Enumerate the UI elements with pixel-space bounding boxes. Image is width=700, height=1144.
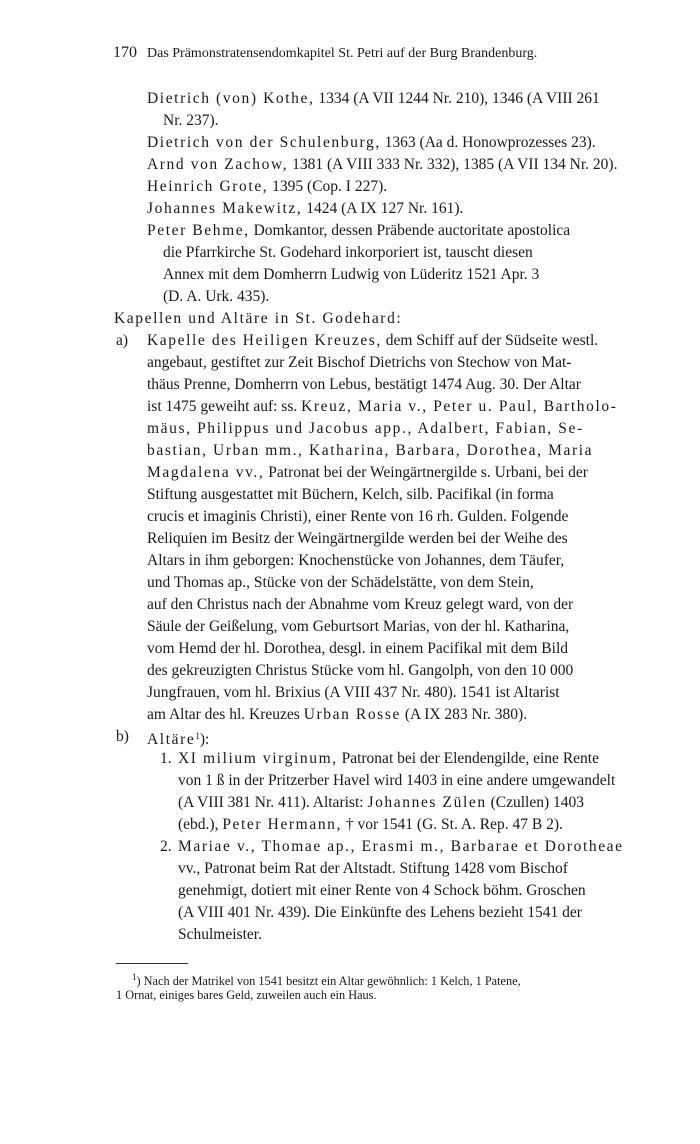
- text-line: [116, 330, 599, 351]
- text-line: [147, 638, 568, 659]
- text-line: [147, 682, 560, 703]
- spaced-name: XI milium virginum,: [178, 750, 338, 767]
- line-text: genehmigt, dotiert mit einer Rente von 4 Schock böhm. Groschen: [178, 882, 586, 899]
- line-text: und Thomas ap., Stücke von der Schädelstätte, von dem Stein,: [147, 574, 534, 591]
- text-line: [147, 594, 573, 615]
- line-text: angebaut, gestiftet zur Zeit Bischof Dietrichs von Stechow von Mat-: [147, 354, 572, 371]
- page-number: 170: [113, 44, 137, 61]
- running-title: Das Prämonstratensendomkapitel St. Petri auf der Burg Brandenburg.: [147, 46, 538, 61]
- text-line: [178, 814, 563, 835]
- line-text: 1424 (A IX 127 Nr. 161).: [302, 200, 464, 217]
- item-label: b): [116, 728, 129, 745]
- spaced-name: Dietrich (von) Kothe,: [147, 90, 315, 107]
- line-text: † vor 1541 (G. St. A. Rep. 47 B 2).: [342, 816, 563, 833]
- line-text: die Pfarrkirche St. Godehard inkorporiert ist, tauscht diesen: [163, 244, 533, 261]
- text-line: [147, 660, 573, 681]
- line-text: 1395 (Cop. I 227).: [268, 178, 388, 195]
- text-line: [116, 726, 210, 750]
- footnote-marker: 1: [132, 972, 137, 982]
- line-text: Schulmeister.: [178, 926, 262, 943]
- text-line: [178, 924, 262, 945]
- text-line: [147, 572, 534, 593]
- spaced-name: Urban Rosse: [303, 706, 401, 723]
- text-line: [147, 154, 617, 175]
- text-line: [147, 418, 584, 439]
- text-line: [147, 550, 564, 571]
- line-text: 1363 (Aa d. Honowprozesses 23).: [380, 134, 596, 151]
- text-line: [147, 352, 571, 373]
- spaced-name: Mariae v., Thomae ap., Erasmi m., Barbarae et Dorotheae: [178, 838, 624, 855]
- text-line: [147, 220, 570, 241]
- item-label: 2.: [160, 838, 172, 855]
- line-text: ist 1475 geweiht auf: ss.: [147, 398, 302, 415]
- spaced-name: Kreuz, Maria v., Peter u. Paul, Bartholo-: [301, 398, 618, 415]
- text-line: [178, 770, 615, 791]
- text-line: [147, 198, 463, 219]
- text-line: [178, 902, 582, 923]
- text-line: [160, 836, 624, 857]
- line-text: (Czullen) 1403: [486, 794, 584, 811]
- spaced-name: Kapelle des Heiligen Kreuzes,: [147, 332, 382, 349]
- text-line: [147, 440, 593, 461]
- line-text: Patronat bei der Elendengilde, eine Rente: [337, 750, 599, 767]
- line-text: des gekreuzigten Christus Stücke vom hl. Gangolph, von den 10 000: [147, 662, 574, 679]
- spaced-name: Peter Hermann,: [222, 816, 342, 833]
- text-line: [147, 374, 581, 395]
- line-text: von 1 ß in der Pritzerber Havel wird 1403 in eine andere umgewandelt: [178, 772, 616, 789]
- line-text: crucis et imaginis Christi), einer Rente von 16 rh. Gulden. Folgende: [147, 508, 569, 525]
- spaced-name: Johannes Makewitz,: [147, 200, 303, 217]
- text-line: [147, 528, 568, 549]
- section-heading: Kapellen und Altäre in St. Godehard:: [114, 310, 403, 327]
- item-label: 1.: [160, 750, 172, 767]
- running-header: [113, 44, 537, 62]
- spaced-name: bastian, Urban mm., Katharina, Barbara, Dorothea, Maria: [147, 442, 594, 459]
- text-line: [147, 462, 588, 483]
- text-line: [178, 880, 586, 901]
- line-text: (D. A. Urk. 435).: [163, 288, 270, 305]
- footnote-rule: [116, 963, 188, 964]
- item-label: a): [116, 332, 129, 349]
- line-text: Stiftung ausgestattet mit Büchern, Kelch, silb. Pacifikal (in forma: [147, 486, 554, 503]
- text-line: [163, 286, 269, 307]
- line-text: Jungfrauen, vom hl. Brixius (A VIII 437 Nr. 480). 1541 ist Altarist: [147, 684, 560, 701]
- spaced-name: Arnd von Zachow,: [147, 156, 289, 173]
- line-text: vom Hemd der hl. Dorothea, desgl. in einem Pacifikal mit dem Bild: [147, 640, 568, 657]
- line-text: (A VIII 381 Nr. 411). Altarist:: [178, 794, 368, 811]
- text-line: [147, 88, 600, 109]
- spaced-name: Dietrich von der Schulenburg,: [147, 134, 381, 151]
- spaced-name: Heinrich Grote,: [147, 178, 269, 195]
- text-line: [147, 704, 527, 725]
- text-line: [147, 396, 618, 417]
- spaced-name: Magdalena vv.,: [147, 464, 265, 481]
- line-text: (A VIII 401 Nr. 439). Die Einkünfte des Lehens bezieht 1541 der: [178, 904, 582, 921]
- text-line: [147, 132, 596, 153]
- line-text: Domkantor, dessen Präbende auctoritate apostolica: [249, 222, 571, 239]
- spaced-name: mäus, Philippus und Jacobus app., Adalbert, Fabian, Se-: [147, 420, 584, 437]
- text-line: [163, 110, 219, 131]
- line-text: Patronat bei der Weingärtnergilde s. Urbani, bei der: [264, 464, 588, 481]
- text-line: [147, 506, 568, 527]
- line-text: am Altar des hl. Kreuzes: [147, 706, 304, 723]
- spaced-name: Johannes Zülen: [367, 794, 487, 811]
- spaced-name: Altäre: [147, 731, 196, 748]
- text-line: [163, 264, 539, 285]
- line-text: thäus Prenne, Domherrn von Lebus, bestätigt 1474 Aug. 30. Der Altar: [147, 376, 581, 393]
- line-text: auf den Christus nach der Abnahme vom Kreuz gelegt ward, von der: [147, 596, 574, 613]
- line-text: ):: [199, 731, 210, 748]
- line-text: Altars in ihm geborgen: Knochenstücke von Johannes, dem Täufer,: [147, 552, 565, 569]
- line-text: Annex mit dem Domherrn Ludwig von Lüderitz 1521 Apr. 3: [163, 266, 540, 283]
- line-text: dem Schiff auf der Südseite westl.: [381, 332, 599, 349]
- text-line: [163, 242, 533, 263]
- text-line: [178, 792, 584, 813]
- footnote-line-1: $^1$) Nach der Matrikel von 1541 besitzt ein Altar gewöhnlich: 1 Kelch, 1 Patene,: [132, 972, 521, 988]
- footnote-ref: 1: [195, 731, 200, 741]
- line-text: Säule der Geißelung, vom Geburtsort Marias, von der hl. Katharina,: [147, 618, 570, 635]
- line-text: 1334 (A VII 1244 Nr. 210), 1346 (A VIII 261: [314, 90, 600, 107]
- text-line: [147, 484, 554, 505]
- text-line: [160, 748, 599, 769]
- text-line: [147, 176, 387, 197]
- line-text: (ebd.),: [178, 816, 223, 833]
- line-text: (A IX 283 Nr. 380).: [400, 706, 528, 723]
- footnote-line-2: 1 Ornat, einiges bares Geld, zuweilen auch ein Haus.: [116, 988, 377, 1002]
- line-text: Reliquien im Besitz der Weingärtnergilde werden bei der Weihe des: [147, 530, 568, 547]
- line-text: Nr. 237).: [163, 112, 219, 129]
- spaced-name: Peter Behme,: [147, 222, 250, 239]
- line-text: vv., Patronat beim Rat der Altstadt. Stiftung 1428 vom Bischof: [178, 860, 568, 877]
- text-line: [178, 858, 568, 879]
- line-text: 1381 (A VIII 333 Nr. 332), 1385 (A VII 134 Nr. 20).: [288, 156, 618, 173]
- text-line: [147, 616, 569, 637]
